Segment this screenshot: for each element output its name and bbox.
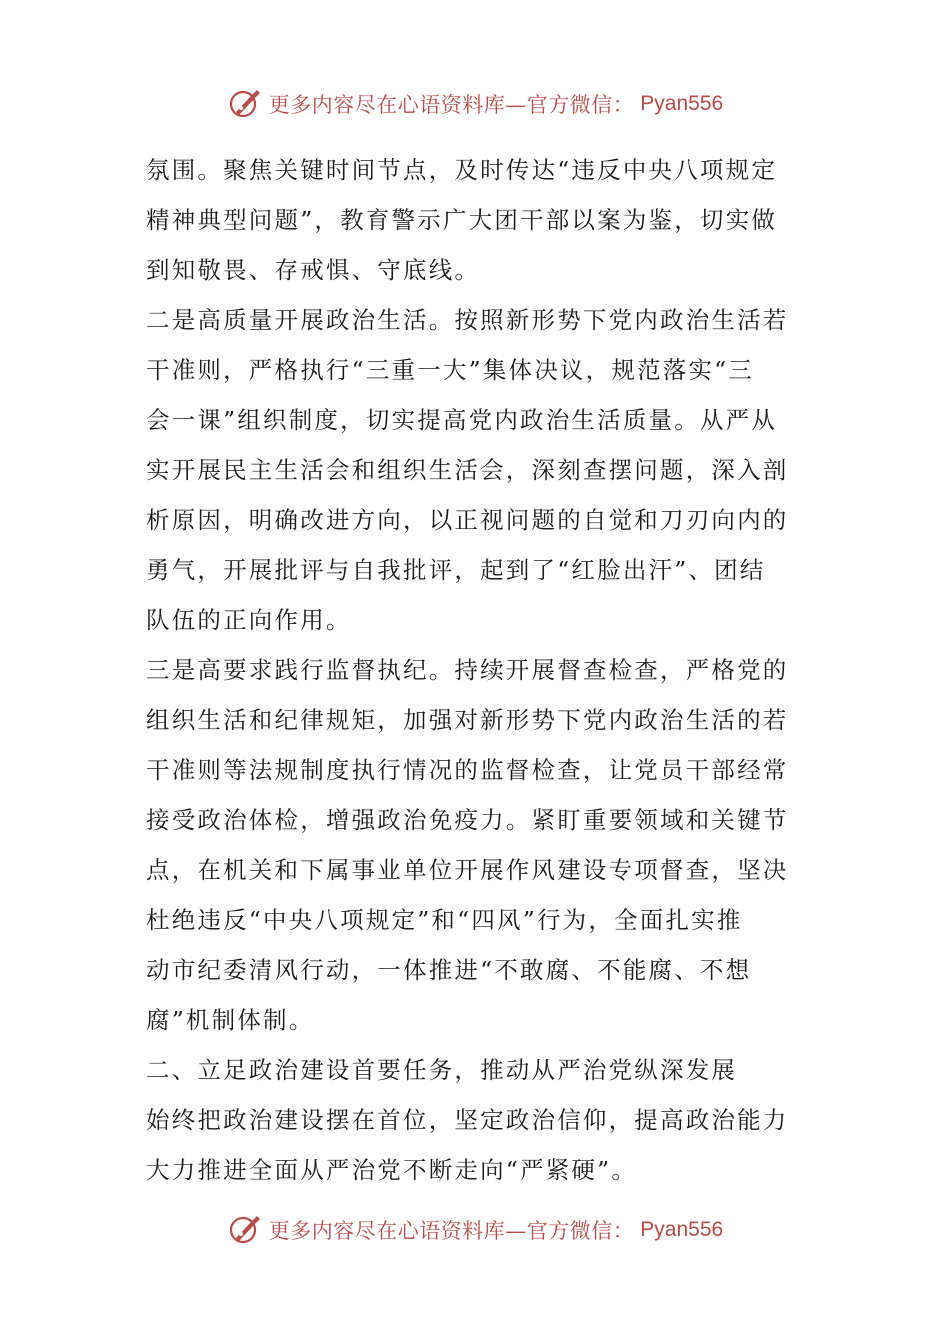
body-line: 会一课”组织制度，切实提高党内政治生活质量。从严从 bbox=[146, 406, 778, 434]
footer-watermark-id: Pyan556 bbox=[640, 1218, 724, 1241]
body-line: 勇气，开展批评与自我批评，起到了“红脸出汗”、团结 bbox=[146, 556, 766, 584]
body-line: 三是高要求践行监督执纪。持续开展督查检查，严格党的 bbox=[146, 656, 789, 684]
header-watermark bbox=[0, 84, 950, 124]
body-line: 点，在机关和下属事业单位开展作风建设专项督查，坚决 bbox=[146, 856, 789, 884]
body-line: 组织生活和纪律规矩，加强对新形势下党内政治生活的若 bbox=[146, 706, 789, 734]
body-line: 到知敬畏、存戒惧、守底线。 bbox=[146, 256, 481, 284]
body-line: 干准则等法规制度执行情况的监督检查，让党员干部经常 bbox=[146, 756, 789, 784]
header-watermark-id: Pyan556 bbox=[640, 92, 724, 115]
body-line: 接受政治体检，增强政治免疫力。紧盯重要领域和关键节 bbox=[146, 806, 789, 834]
document-body bbox=[146, 145, 806, 1195]
footer-watermark bbox=[0, 1210, 950, 1250]
body-line: 杜绝违反“中央八项规定”和“四风”行为，全面扎实推 bbox=[146, 906, 743, 934]
section-heading: 二、立足政治建设首要任务，推动从严治党纵深发展 bbox=[146, 1056, 738, 1084]
body-line: 始终把政治建设摆在首位，坚定政治信仰，提高政治能力 bbox=[146, 1106, 789, 1134]
body-line: 二是高质量开展政治生活。按照新形势下党内政治生活若 bbox=[146, 306, 789, 334]
body-line: 干准则，严格执行“三重一大”集体决议，规范落实“三 bbox=[146, 356, 755, 384]
pen-nib-circle-icon bbox=[227, 86, 263, 122]
body-line: 队伍的正向作用。 bbox=[146, 606, 352, 634]
body-line: 精神典型问题”，教育警示广大团干部以案为鉴，切实做 bbox=[146, 206, 778, 234]
body-line: 实开展民主生活会和组织生活会，深刻查摆问题，深入剖 bbox=[146, 456, 789, 484]
body-line: 大力推进全面从严治党不断走向“严紧硬”。 bbox=[146, 1156, 638, 1184]
header-watermark-text: 更多内容尽在心语资料库—官方微信： bbox=[268, 93, 635, 117]
pen-nib-circle-icon bbox=[227, 1212, 263, 1248]
footer-watermark-text: 更多内容尽在心语资料库—官方微信： bbox=[268, 1219, 635, 1243]
body-line: 动市纪委清风行动，一体推进“不敢腐、不能腐、不想 bbox=[146, 956, 752, 984]
body-line: 腐”机制体制。 bbox=[146, 1006, 315, 1034]
body-line: 氛围。聚焦关键时间节点，及时传达“违反中央八项规定 bbox=[146, 156, 778, 184]
body-line: 析原因，明确改进方向，以正视问题的自觉和刀刃向内的 bbox=[146, 506, 789, 534]
